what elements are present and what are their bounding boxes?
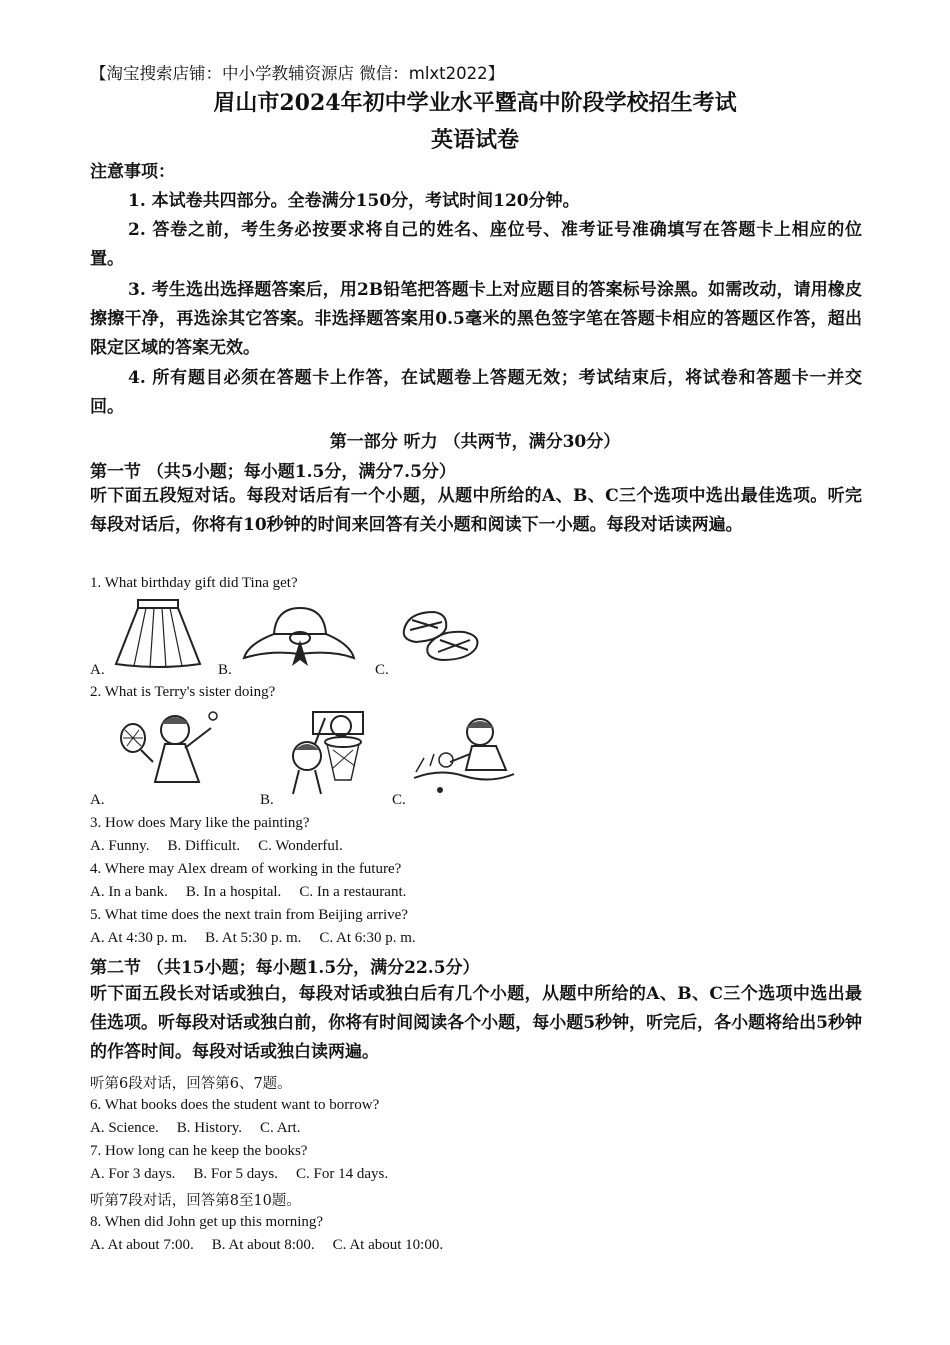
q2-option-b: B. bbox=[260, 792, 274, 808]
notice-item-3: 3. 考生选出选择题答案后，用2B铅笔把答题卡上对应题目的答案标号涂黑。如需改动，请用橡皮擦擦干净，再选涂其它答案。非选择题答案用0.5毫米的黑色签字笔在答题卡相应的答题区作答，超出限定区域的答案无效。 bbox=[90, 280, 862, 358]
q3-option-c: C. Wonderful. bbox=[258, 838, 343, 854]
hat-icon bbox=[240, 600, 358, 672]
q8-option-c: C. At about 10:00. bbox=[332, 1237, 444, 1253]
q2-option-a: A. bbox=[90, 792, 105, 808]
q6-option-c: C. Art. bbox=[260, 1120, 301, 1136]
question-3: 3. How does Mary like the painting? bbox=[90, 815, 310, 831]
sandals-icon bbox=[398, 600, 484, 666]
question-1: 1. What birthday gift did Tina get? bbox=[90, 575, 298, 591]
question-6: 6. What books does the student want to borrow? bbox=[90, 1097, 380, 1113]
part1-heading: 第一部分 听力 （共两节，满分30分） bbox=[329, 432, 621, 452]
question-8: 8. When did John get up this morning? bbox=[90, 1214, 324, 1230]
q7-option-c: C. For 14 days. bbox=[296, 1166, 389, 1182]
basketball-girl-icon bbox=[285, 710, 375, 796]
question-2: 2. What is Terry's sister doing? bbox=[90, 684, 276, 700]
q5-option-c: C. At 6:30 p. m. bbox=[319, 930, 416, 946]
q5-option-a: A. At 4:30 p. m. bbox=[90, 930, 188, 946]
question-7-options bbox=[90, 1166, 406, 1183]
badminton-girl-icon bbox=[115, 708, 225, 792]
skirt-icon bbox=[108, 598, 208, 670]
q1-option-c: C. bbox=[375, 662, 389, 678]
section2-instructions: 听下面五段长对话或独白，每段对话或独白后有几个小题，从题中所给的A、B、C三个选项中选出最佳选项。听每段对话或独白前，你将有时间阅读各个小题，每小题5秒钟，听完后，各小题将给出5秒钟的作答时间。每段对话或独白读两遍。 bbox=[90, 984, 862, 1062]
section1-instructions: 听下面五段短对话。每段对话后有一个小题，从题中所给的A、B、C三个选项中选出最佳选项。听完每段对话后，你将有10秒钟的时间来回答有关小题和阅读下一小题。每段对话读两遍。 bbox=[90, 486, 862, 535]
question-5-options bbox=[90, 930, 434, 947]
q1-option-b: B. bbox=[218, 662, 232, 678]
notice-item-4: 4. 所有题目必须在答题卡上作答，在试题卷上答题无效；考试结束后，将试卷和答题卡一并交回。 bbox=[90, 368, 862, 417]
q3-option-a: A. Funny. bbox=[90, 838, 150, 854]
question-3-options bbox=[90, 838, 361, 855]
q5-option-b: B. At 5:30 p. m. bbox=[205, 930, 302, 946]
exam-subtitle: 英语试卷 bbox=[430, 127, 519, 153]
section1-heading: 第一节 （共5小题；每小题1.5分，满分7.5分） bbox=[90, 462, 456, 482]
gardening-girl-icon bbox=[410, 714, 520, 794]
exam-title: 眉山市2024年初中学业水平暨高中阶段学校招生考试 bbox=[213, 90, 737, 116]
q2-option-c: C. bbox=[392, 792, 406, 808]
q3-option-b: B. Difficult. bbox=[167, 838, 241, 854]
q4-option-b: B. In a hospital. bbox=[185, 884, 282, 900]
q4-option-a: A. In a bank. bbox=[90, 884, 168, 900]
notice-item-1: 1. 本试卷共四部分。全卷满分150分，考试时间120分钟。 bbox=[128, 191, 580, 211]
q8-option-a: A. At about 7:00. bbox=[90, 1237, 194, 1253]
question-7: 7. How long can he keep the books? bbox=[90, 1143, 308, 1159]
q4-option-c: C. In a restaurant. bbox=[299, 884, 407, 900]
question-4-options bbox=[90, 884, 424, 901]
dialog-7-label: 听第7段对话，回答第8至10题。 bbox=[90, 1193, 301, 1209]
q7-option-b: B. For 5 days. bbox=[193, 1166, 279, 1182]
question-8-options bbox=[90, 1237, 461, 1254]
question-4: 4. Where may Alex dream of working in the future? bbox=[90, 861, 402, 877]
question-5: 5. What time does the next train from Beijing arrive? bbox=[90, 907, 408, 923]
q6-option-b: B. History. bbox=[176, 1120, 243, 1136]
q7-option-a: A. For 3 days. bbox=[90, 1166, 176, 1182]
dialog-6-label: 听第6段对话，回答第6、7题。 bbox=[90, 1076, 292, 1092]
section2-heading: 第二节 （共15小题；每小题1.5分，满分22.5分） bbox=[90, 958, 480, 978]
q1-option-a: A. bbox=[90, 662, 105, 678]
watermark: 【淘宝搜索店铺：中小学教辅资源店 微信：mlxt2022】 bbox=[90, 64, 505, 83]
notice-heading: 注意事项： bbox=[90, 162, 175, 182]
q6-option-a: A. Science. bbox=[90, 1120, 159, 1136]
question-6-options bbox=[90, 1120, 318, 1137]
q8-option-b: B. At about 8:00. bbox=[211, 1237, 315, 1253]
notice-item-2: 2. 答卷之前，考生务必按要求将自己的姓名、座位号、准考证号准确填写在答题卡上相应的位置。 bbox=[90, 220, 862, 269]
